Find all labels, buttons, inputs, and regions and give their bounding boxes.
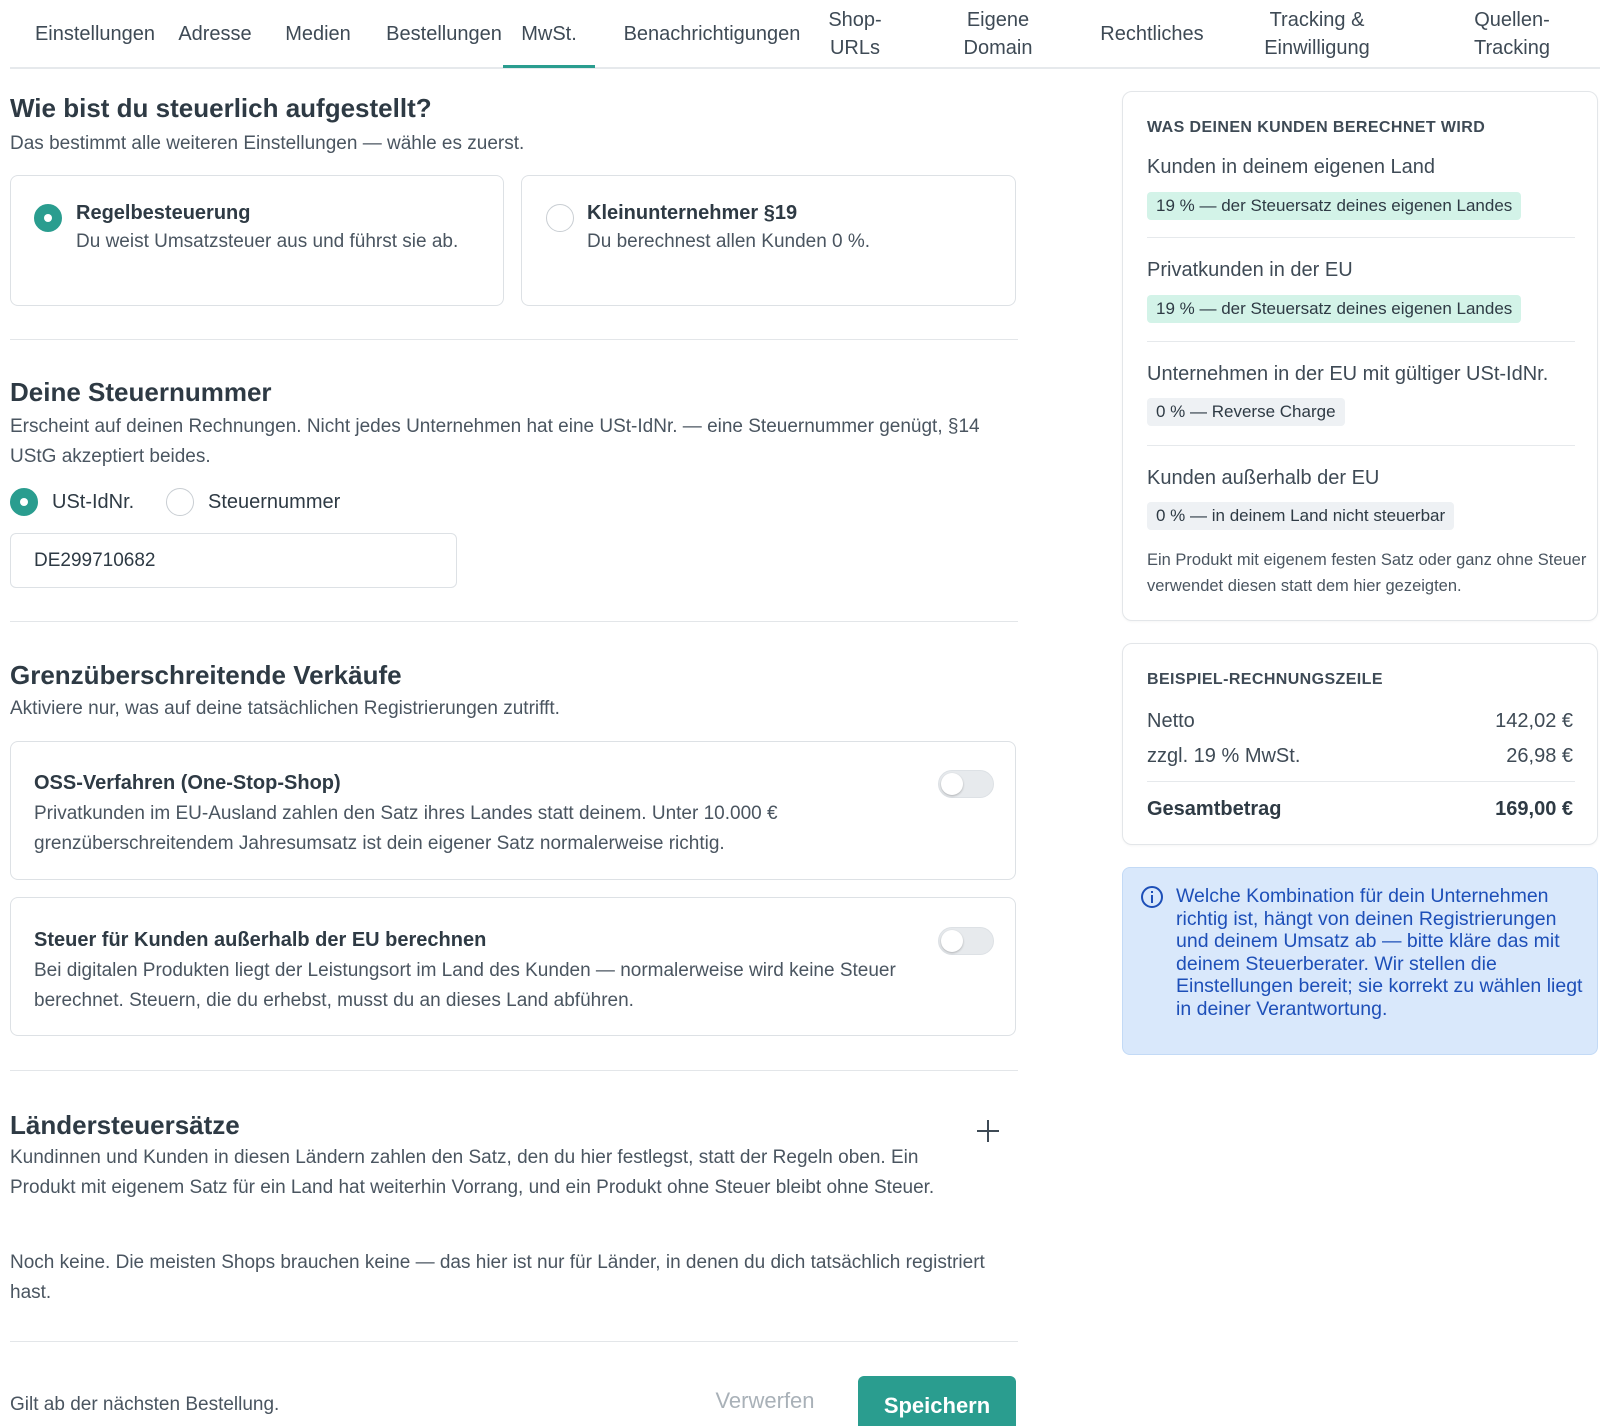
- ust-idnr-label[interactable]: USt-IdNr.: [52, 491, 135, 513]
- rate-badge: 19 % — der Steuersatz deines eigenen Landes: [1147, 192, 1521, 220]
- oss-card: [10, 741, 1016, 880]
- tax-setup-subtitle: Das bestimmt alle weiteren Einstellungen — wähle es zuerst.: [10, 133, 525, 154]
- regelbesteuerung-radio[interactable]: [34, 204, 62, 232]
- tab-rechtliches[interactable]: Rechtliches: [1100, 23, 1204, 45]
- charged-to-customers-panel: [1122, 91, 1598, 621]
- add-country-rate-icon[interactable]: [975, 1118, 1001, 1144]
- tax-number-title: Deine Steuernummer: [10, 377, 272, 407]
- discard-button[interactable]: Verwerfen: [700, 1376, 830, 1426]
- steuernummer-label[interactable]: Steuernummer: [208, 491, 341, 513]
- section-divider: [10, 1341, 1018, 1342]
- settings-tab-bar: [0, 0, 1600, 68]
- tab-benachrichtigungen[interactable]: Benachrichtigungen: [623, 23, 801, 45]
- rate-row-label: Unternehmen in der EU mit gültiger USt-IdNr.: [1147, 363, 1549, 385]
- net-label: Netto: [1147, 710, 1195, 732]
- regelbesteuerung-title: Regelbesteuerung: [76, 202, 251, 224]
- panel-divider: [1147, 341, 1575, 342]
- tab-mwst[interactable]: MwSt.: [503, 0, 595, 68]
- save-button[interactable]: Speichern: [858, 1376, 1016, 1426]
- non-eu-tax-card: [10, 897, 1016, 1036]
- tax-id-input[interactable]: [10, 533, 457, 588]
- net-value: 142,02 €: [1495, 710, 1573, 732]
- tax-number-subtitle: Erscheint auf deinen Rechnungen. Nicht jedes Unternehmen hat eine USt-IdNr. — eine Steuernummer genügt, §14 UStG akzeptiert beides.: [10, 416, 980, 467]
- country-rates-empty-state: Noch keine. Die meisten Shops brauchen keine — das hier ist nur für Länder, in denen du dich tatsächlich registriert hast.: [10, 1252, 985, 1303]
- rate-badge: 0 % — Reverse Charge: [1147, 398, 1345, 426]
- country-rates-title: Ländersteuersätze: [10, 1110, 240, 1140]
- tab-shop-urls[interactable]: Shop- URLs: [828, 9, 882, 59]
- kleinunternehmer-radio[interactable]: [546, 204, 574, 232]
- toggle-knob: [941, 773, 963, 795]
- charged-panel-heading: WAS DEINEN KUNDEN BERECHNET WIRD: [1147, 119, 1486, 136]
- rate-row-label: Kunden in deinem eigenen Land: [1147, 156, 1436, 178]
- oss-description: Privatkunden im EU-Ausland zahlen den Satz ihres Landes statt deinem. Unter 10.000 € grenzüberschreitendem Jahresumsatz ist dein eigener Satz normalerweise richtig.: [34, 803, 778, 854]
- charged-panel-note: Ein Produkt mit eigenem festen Satz oder ganz ohne Steuer verwendet diesen statt dem hier gezeigten.: [1147, 551, 1587, 595]
- kleinunternehmer-title: Kleinunternehmer §19: [587, 202, 798, 224]
- panel-divider: [1147, 237, 1575, 238]
- footer-note: Gilt ab der nächsten Bestellung.: [10, 1394, 280, 1415]
- vat-label: zzgl. 19 % MwSt.: [1147, 745, 1301, 767]
- cross-border-title: Grenzüberschreitende Verkäufe: [10, 660, 402, 690]
- tab-tracking-einwilligung[interactable]: Tracking & Einwilligung: [1264, 9, 1370, 59]
- rate-row-label: Privatkunden in der EU: [1147, 259, 1353, 281]
- tab-medien[interactable]: Medien: [285, 23, 351, 45]
- section-divider: [10, 621, 1018, 622]
- rate-badge: 19 % — der Steuersatz deines eigenen Landes: [1147, 295, 1521, 323]
- option-kleinunternehmer-card[interactable]: [521, 175, 1016, 306]
- option-regelbesteuerung-card[interactable]: [10, 175, 504, 306]
- section-divider: [10, 1070, 1018, 1071]
- regelbesteuerung-description: Du weist Umsatzsteuer aus und führst sie ab.: [76, 231, 459, 252]
- non-eu-tax-title: Steuer für Kunden außerhalb der EU berechnen: [34, 929, 487, 951]
- rate-badge: 0 % — in deinem Land nicht steuerbar: [1147, 502, 1454, 530]
- steuernummer-radio[interactable]: [166, 488, 194, 516]
- tax-setup-title: Wie bist du steuerlich aufgestellt?: [10, 93, 432, 123]
- total-value: 169,00 €: [1495, 798, 1573, 820]
- panel-divider: [1147, 781, 1575, 782]
- tab-einstellungen[interactable]: Einstellungen: [34, 23, 156, 45]
- sample-invoice-panel: [1122, 643, 1598, 845]
- total-label: Gesamtbetrag: [1147, 798, 1282, 820]
- toggle-knob: [941, 930, 963, 952]
- kleinunternehmer-description: Du berechnest allen Kunden 0 %.: [587, 231, 871, 252]
- invoice-panel-heading: BEISPIEL-RECHNUNGSZEILE: [1147, 671, 1383, 688]
- tab-adresse[interactable]: Adresse: [178, 23, 252, 45]
- info-text: Welche Kombination für dein Unternehmen richtig ist, hängt von deinen Registrierungen und deinem Umsatz ab — bitte kläre das mit deinem Steuerberater. Wir stellen die Einstellungen bereit; sie korrekt zu wählen liegt in deiner Verantwortung.: [1176, 885, 1583, 1020]
- responsibility-info-box: [1122, 867, 1598, 1055]
- tab-eigene-domain[interactable]: Eigene Domain: [963, 9, 1033, 59]
- tab-quellen-tracking[interactable]: Quellen- Tracking: [1474, 9, 1550, 59]
- panel-divider: [1147, 445, 1575, 446]
- cross-border-subtitle: Aktiviere nur, was auf deine tatsächlichen Registrierungen zutrifft.: [10, 698, 560, 719]
- vat-value: 26,98 €: [1506, 745, 1573, 767]
- info-icon: [1141, 886, 1163, 908]
- country-rates-description: Kundinnen und Kunden in diesen Ländern zahlen den Satz, den du hier festlegst, statt der Regeln oben. Ein Produkt mit eigenem Satz für ein Land hat weiterhin Vorrang, und ein Produkt ohne Steuer bleibt ohne Steuer.: [10, 1147, 935, 1198]
- oss-title: OSS-Verfahren (One-Stop-Shop): [34, 772, 341, 794]
- tab-bestellungen[interactable]: Bestellungen: [386, 23, 502, 45]
- non-eu-tax-description: Bei digitalen Produkten liegt der Leistungsort im Land des Kunden — normalerweise wird keine Steuer berechnet. Steuern, die du erhebst, musst du an dieses Land abführen.: [34, 960, 896, 1011]
- non-eu-tax-toggle[interactable]: [938, 927, 994, 955]
- rate-row-label: Kunden außerhalb der EU: [1147, 467, 1380, 489]
- section-divider: [10, 339, 1018, 340]
- ust-idnr-radio[interactable]: [10, 488, 38, 516]
- oss-toggle[interactable]: [938, 770, 994, 798]
